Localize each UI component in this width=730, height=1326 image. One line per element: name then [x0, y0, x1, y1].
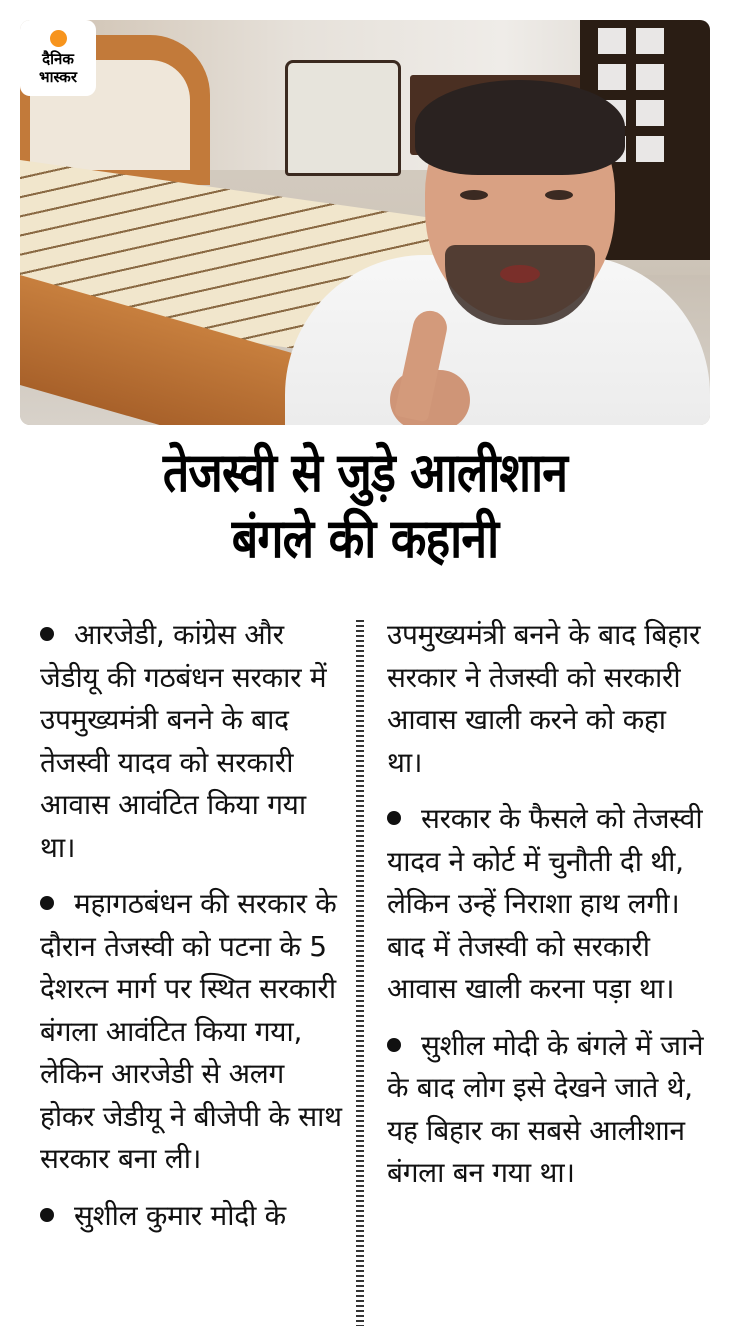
continued-text [387, 614, 707, 784]
headline [51, 440, 679, 572]
logo-line-2: भास्कर [39, 68, 77, 86]
bullet-icon [40, 896, 54, 910]
brand-logo [20, 20, 96, 96]
bullet-icon [387, 811, 401, 825]
bullet-text: सरकार के फैसले को तेजस्वी यादव ने कोर्ट में चुनौती दी थी, लेकिन उन्हें निराशा हाथ लगी। बाद में तेजस्वी को सरकारी आवास खाली करना पड़ा था। [387, 802, 703, 1005]
headline-line-2: बंगले की कहानी [231, 507, 499, 570]
bullet-point [387, 1025, 707, 1195]
bullet-point [387, 798, 707, 1011]
logo-sun-icon [50, 30, 67, 47]
bullet-point [40, 883, 345, 1181]
bullet-text: उपमुख्यमंत्री बनने के बाद बिहार सरकार ने तेजस्वी को सरकारी आवास खाली करने को कहा था। [387, 618, 701, 779]
bullet-point [40, 1195, 345, 1238]
left-column [40, 614, 345, 1251]
bullet-icon [40, 1208, 54, 1222]
bullet-icon [40, 627, 54, 641]
headline-line-1: तेजस्वी से जुड़े आलीशान [162, 441, 568, 504]
bullet-text: महागठबंधन की सरकार के दौरान तेजस्वी को पटना के 5 देशरत्न मार्ग पर स्थित सरकारी बंगला आवंटित किया गया, लेकिन आरजेडी से अलग होकर जेडीयू ने बीजेपी के साथ सरकार बना ली। [40, 887, 342, 1175]
hero-photo [20, 20, 710, 425]
bullet-text: आरजेडी, कांग्रेस और जेडीयू की गठबंधन सरकार में उपमुख्यमंत्री बनने के बाद तेजस्वी यादव को सरकारी आवास आवंटित किया गया था। [40, 618, 327, 864]
bullet-text: सुशील कुमार मोदी के [74, 1198, 286, 1232]
photo-person [285, 80, 710, 425]
logo-line-1: दैनिक [42, 50, 74, 68]
bullet-point [40, 614, 345, 869]
bullet-text: सुशील मोदी के बंगले में जाने के बाद लोग इसे देखने जाते थे, यह बिहार का सबसे आलीशान बंगला बन गया था। [387, 1028, 704, 1189]
right-column [387, 614, 707, 1209]
bullet-icon [387, 1038, 401, 1052]
column-divider [356, 620, 364, 1326]
